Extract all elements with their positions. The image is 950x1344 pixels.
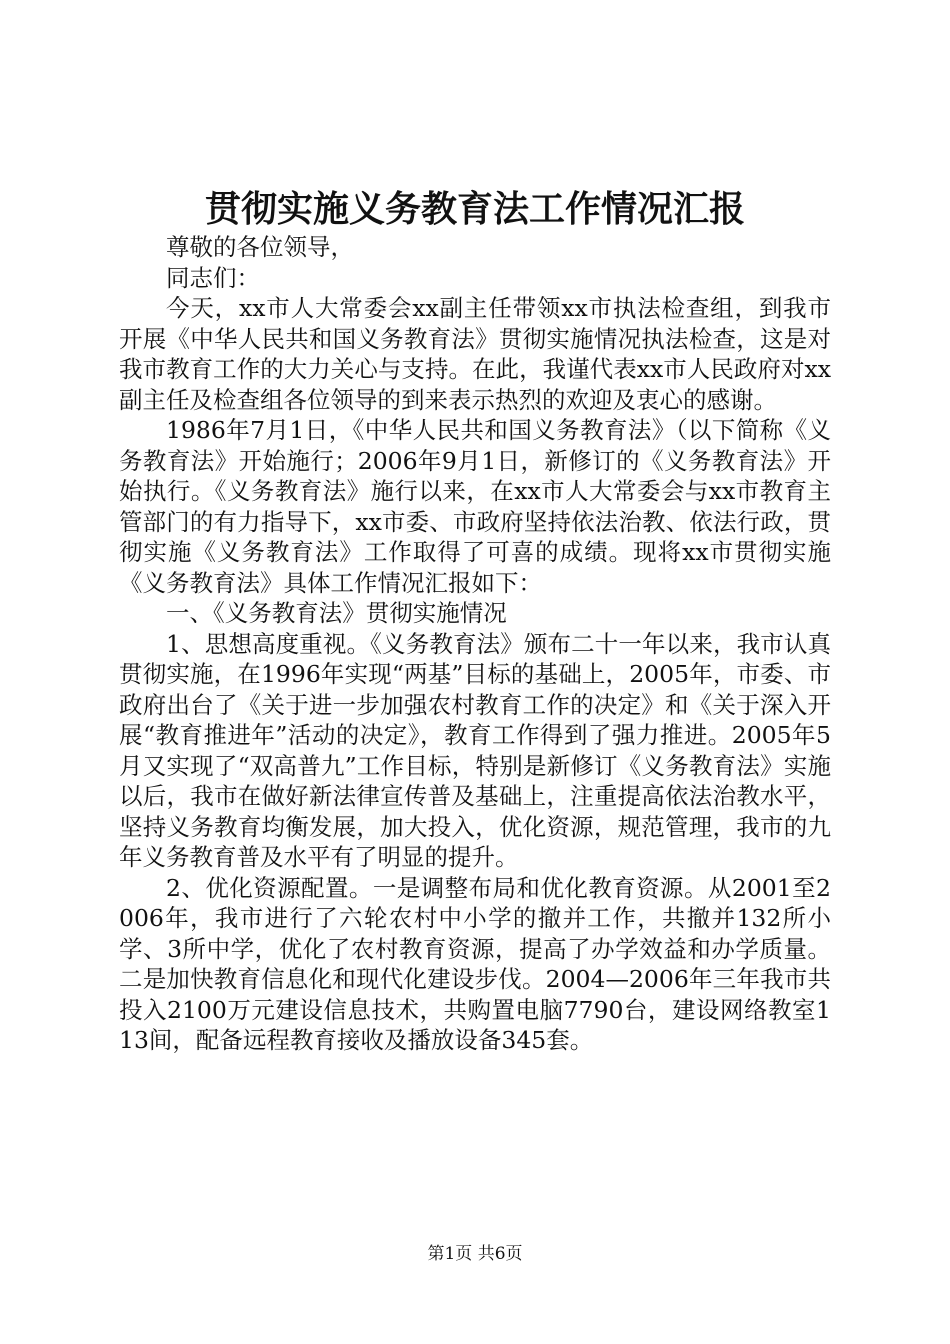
paragraph-point-1: 1、思想高度重视。《义务教育法》颁布二十一年以来，我市认真贯彻实施，在1996年实现“两基”目标的基础上，2005年，市委、市政府出台了《关于进一步加强农村教育工作的决定》和《关于深入开展“教育推进年”活动的决定》，教育工作得到了强力推进。2005年5月又实现了“双高普九”工作目标，特别是新修订《义务教育法》实施以后，我市在做好新法律宣传普及基础上，注重提高依法治教水平，坚持义务教育均衡发展，加大投入，优化资源，规范管理，我市的九年义务教育普及水平有了明显的提升。 [119,629,831,871]
paragraph-point-2: 2、优化资源配置。一是调整布局和优化教育资源。从2001至2006年，我市进行了六轮农村中小学的撤并工作，共撤并132所小学、3所中学，优化了农村教育资源，提高了办学效益和办学质量。二是加快教育信息化和现代化建设步伐。2004—2006年三年我市共投入2100万元建设信息技术，共购置电脑7790台，建设网络教室113间，配备远程教育接收及播放设备345套。 [119,873,831,1054]
page-footer: 第1页 共6页 [427,1244,523,1264]
section-heading-1: 一、《义务教育法》贯彻实施情况 [166,599,507,627]
salutation-comrades: 同志们： [166,263,260,292]
salutation-leaders: 尊敬的各位领导， [166,233,354,261]
document-body [119,232,831,1056]
document-title: 贯彻实施义务教育法工作情况汇报 [204,188,745,230]
paragraph-background: 1986年7月1日，《中华人民共和国义务教育法》（以下简称《义务教育法》开始施行；2006年9月1日，新修订的《义务教育法》开始执行。《义务教育法》施行以来，在xx市人大常委会与xx市教育主管部门的有力指导下，xx市委、市政府坚持依法治教、依法行政，贯彻实施《义务教育法》工作取得了可喜的成绩。现将xx市贯彻实施《义务教育法》具体工作情况汇报如下： [119,416,831,597]
paragraph-welcome: 今天，xx市人大常委会xx副主任带领xx市执法检查组，到我市开展《中华人民共和国义务教育法》贯彻实施情况执法检查，这是对我市教育工作的大力关心与支持。在此，我谨代表xx市人民政府对xx副主任及检查组各位领导的到来表示热烈的欢迎及衷心的感谢。 [119,294,831,414]
